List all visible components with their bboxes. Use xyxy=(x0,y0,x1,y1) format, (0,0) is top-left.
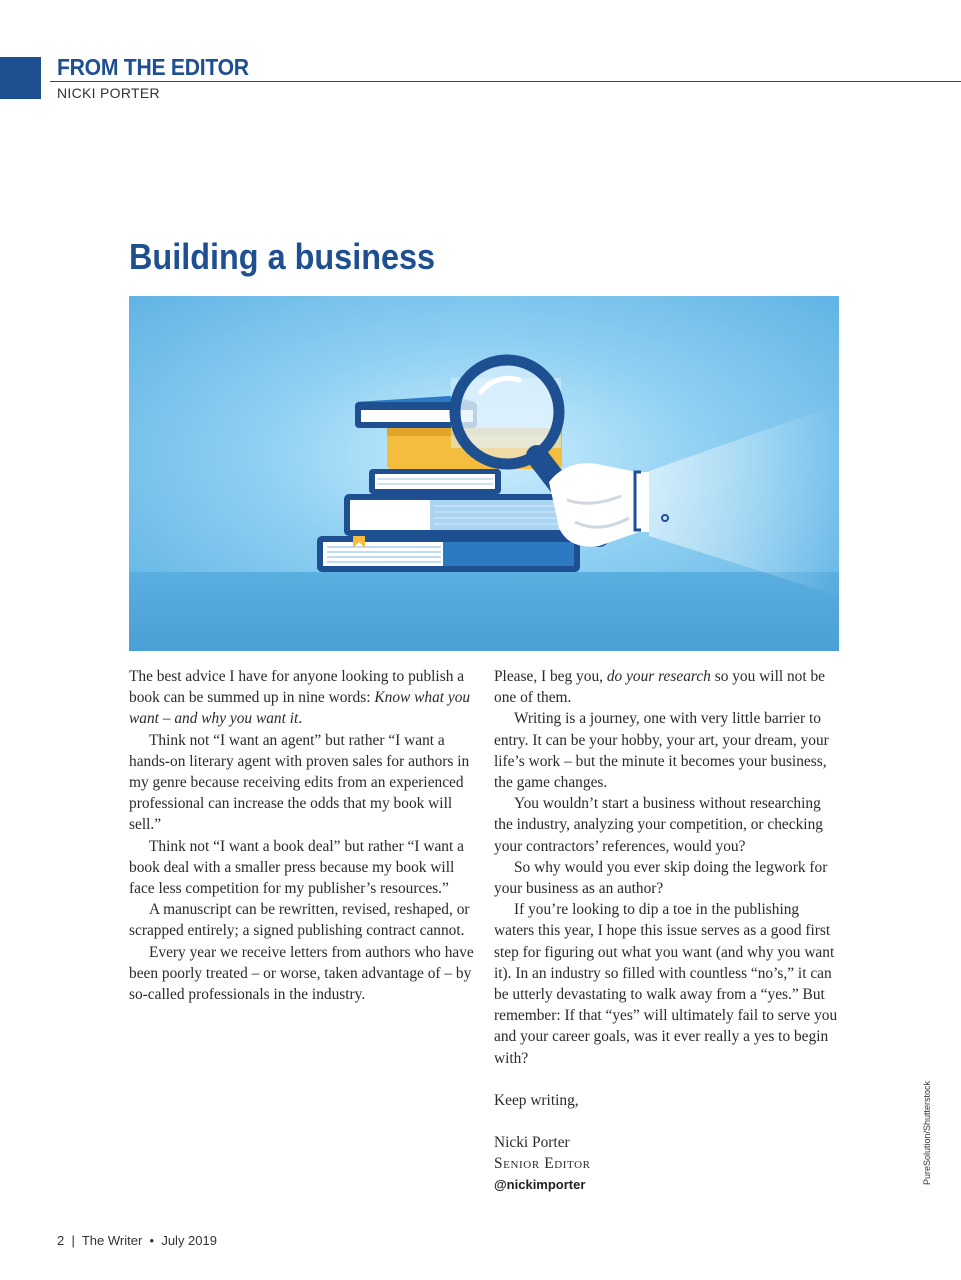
page-number: 2 xyxy=(57,1233,65,1248)
magazine-name: The Writer xyxy=(81,1233,143,1248)
signature-name: Nicki Porter xyxy=(494,1134,570,1152)
social-handle: @nickimporter xyxy=(494,1177,586,1193)
paragraph: So why would you ever skip doing the legwork for your business as an author? xyxy=(494,858,828,898)
books-magnifier-illustration xyxy=(129,296,839,651)
paragraph: Think not “I want a book deal” but rather “I want a book deal with a smaller press because my book will face less competition for my publisher’s resources.” xyxy=(129,837,464,898)
section-color-tab xyxy=(0,57,41,99)
paragraph: You wouldn’t start a business without researching the industry, analyzing your competition, or checking your contractors’ references, would you? xyxy=(494,795,823,855)
article-headline: Building a business xyxy=(129,236,436,277)
paragraph: A manuscript can be rewritten, revised, reshaped, or scrapped entirely; a signed publishing contract cannot. xyxy=(129,901,470,940)
footer-bullet: • xyxy=(149,1233,155,1248)
issue-date: July 2019 xyxy=(161,1233,217,1248)
paragraph: If you’re looking to dip a toe in the publishing waters this year, I hope this issue serves as a good first step for figuring out what you want (and why you want it). In an industry so filled with countless “no’s,” it can be utterly devastating to walk away from a “yes.” But remember: If that “yes” will ultimately fail to serve you and your career goals, was it ever really a yes to begin with? xyxy=(494,901,838,1067)
left-text-column xyxy=(129,666,474,1005)
paragraph: The best advice I have for anyone looking to publish a book can be summed up in nine words: Know what you want – and why you want it. xyxy=(129,668,471,728)
right-text-column xyxy=(494,666,839,1196)
section-label: FROM THE EDITOR xyxy=(57,54,249,80)
signoff: Keep writing, xyxy=(494,1091,579,1109)
footer-separator: | xyxy=(71,1233,75,1248)
header-rule xyxy=(50,81,961,82)
image-credit: PureSolution/Shutterstock xyxy=(922,1080,932,1185)
column-author: NICKI PORTER xyxy=(57,85,160,101)
paragraph: Please, I beg you, do your research so you will not be one of them. xyxy=(494,668,826,707)
page-footer xyxy=(57,1233,217,1248)
signature-title: Senior Editor xyxy=(494,1155,591,1173)
paragraph: Writing is a journey, one with very little barrier to entry. It can be your hobby, your art, your dream, your life’s work – but the minute it becomes your business, the game changes. xyxy=(494,710,829,792)
paragraph: Think not “I want an agent” but rather “I want a hands-on literary agent with proven sales for authors in my genre because receiving edits from an experienced professional can increase the odds that my book will sell.” xyxy=(129,731,470,834)
paragraph: Every year we receive letters from authors who have been poorly treated – or worse, taken advantage of – by so-called professionals in the industry. xyxy=(129,943,474,1004)
